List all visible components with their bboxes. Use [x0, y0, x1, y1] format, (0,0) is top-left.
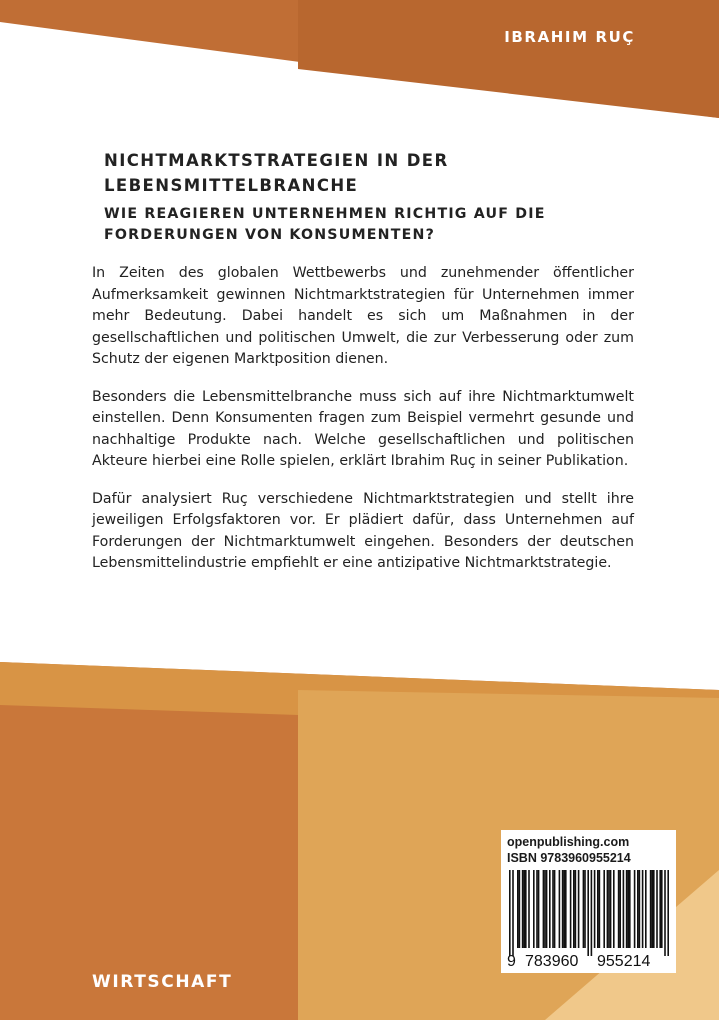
blurb-paragraph-1: In Zeiten des globalen Wettbewerbs und zunehmender öffentlicher Aufmerksamkeit gewinnen Nichtmarktstrategien für Unternehmen immer mehr Bedeutung. Dabei handelt es sich um Maßnahmen in der gesellschaftlichen und politischen Umwelt, die zur Verbesserung oder zum Schutz der eigenen Marktposition dienen.	[92, 265, 634, 367]
barcode-digit-lead: 9	[507, 953, 516, 970]
barcode-bar	[519, 870, 521, 948]
barcode-bar	[659, 870, 661, 948]
barcode-bar	[549, 870, 551, 948]
barcode-bar	[523, 870, 525, 948]
barcode-bar	[591, 870, 593, 956]
barcode-bar	[565, 870, 567, 948]
barcode-bar	[618, 870, 620, 948]
barcode-bar	[583, 870, 585, 948]
publisher-website: openpublishing.com	[507, 835, 630, 849]
blurb	[92, 263, 634, 591]
barcode-bars	[509, 870, 669, 956]
barcode-bar	[626, 870, 628, 948]
barcode-bar	[651, 870, 653, 948]
barcode-bar	[613, 870, 615, 948]
barcode-bar	[639, 870, 641, 948]
barcode-bar	[543, 870, 545, 948]
barcode-bar	[594, 870, 596, 948]
barcode-bar	[536, 870, 538, 948]
barcode-bar	[664, 870, 666, 956]
barcode-bar	[608, 870, 610, 948]
barcode-bar	[563, 870, 565, 948]
barcode-bar	[597, 870, 599, 948]
barcode-bar	[653, 870, 655, 948]
top-band-shade	[298, 0, 719, 118]
barcode-bar	[578, 870, 580, 948]
barcode-bar	[642, 870, 644, 948]
barcode-bar	[562, 870, 564, 948]
barcode-bar	[661, 870, 663, 948]
barcode-bar	[512, 870, 514, 956]
blurb-paragraph-3: Dafür analysiert Ruç verschiedene Nichtmarktstrategien und stellt ihre jeweiligen Erfolgsfaktoren vor. Er plädiert dafür, dass Unternehmen auf Forderungen der Nichtmarktumwelt eingehen. Besonders der deutschen Lebensmittelindustrie empfiehlt er eine antizipative Nichtmarktstrategie.	[92, 490, 634, 571]
barcode-bar	[584, 870, 586, 948]
barcode-bar	[533, 870, 535, 948]
barcode-bar	[575, 870, 577, 948]
barcode-bar	[509, 870, 511, 956]
author-name: IBRAHIM RUÇ	[504, 28, 635, 46]
isbn-label: ISBN 9783960955214	[507, 851, 631, 865]
barcode-bar	[538, 870, 540, 948]
barcode-bar	[637, 870, 639, 948]
barcode-bar	[634, 870, 636, 948]
barcode-bar	[525, 870, 527, 948]
barcode-bar	[623, 870, 625, 948]
barcode-bar	[517, 870, 519, 948]
barcode-bar	[607, 870, 609, 948]
barcode-bar	[645, 870, 647, 948]
barcode-bar	[619, 870, 621, 948]
barcode-bar	[599, 870, 601, 948]
barcode-bar	[573, 870, 575, 948]
barcode-bar	[629, 870, 631, 948]
barcode-bar	[650, 870, 652, 948]
barcode-digits-right: 955214	[597, 953, 651, 970]
barcode-bar	[610, 870, 612, 948]
barcode-bar	[587, 870, 589, 956]
barcode-bar	[544, 870, 546, 948]
barcode-bar	[570, 870, 572, 948]
barcode-bar	[603, 870, 605, 948]
barcode-bar	[522, 870, 524, 948]
barcode-digits-left: 783960	[525, 953, 579, 970]
barcode-panel	[501, 830, 676, 973]
barcode	[501, 870, 676, 973]
barcode-bar	[656, 870, 658, 948]
barcode-bar	[528, 870, 530, 948]
barcode-bar	[554, 870, 556, 948]
barcode-bar	[559, 870, 561, 948]
barcode-bar	[627, 870, 629, 948]
book-subtitle: WIE REAGIEREN UNTERNEHMEN RICHTIG AUF DIE FORDERUNGEN VON KONSUMENTEN?	[104, 206, 546, 243]
barcode-bar	[667, 870, 669, 956]
barcode-bar	[552, 870, 554, 948]
book-title: NICHTMARKTSTRATEGIEN IN DER LEBENSMITTELBRANCHE	[104, 151, 449, 195]
category-label: WIRTSCHAFT	[92, 972, 233, 992]
blurb-paragraph-2: Besonders die Lebensmittelbranche muss sich auf ihre Nichtmarktumwelt einstellen. Denn Konsumenten fragen zum Beispiel vermehrt gesunde und nachhaltige Produkte nach. Welche gesellschaftlichen und politischen Akteure hierbei eine Rolle spielen, erklärt Ibrahim Ruç in seiner Publikation.	[92, 388, 634, 469]
barcode-bar	[546, 870, 548, 948]
